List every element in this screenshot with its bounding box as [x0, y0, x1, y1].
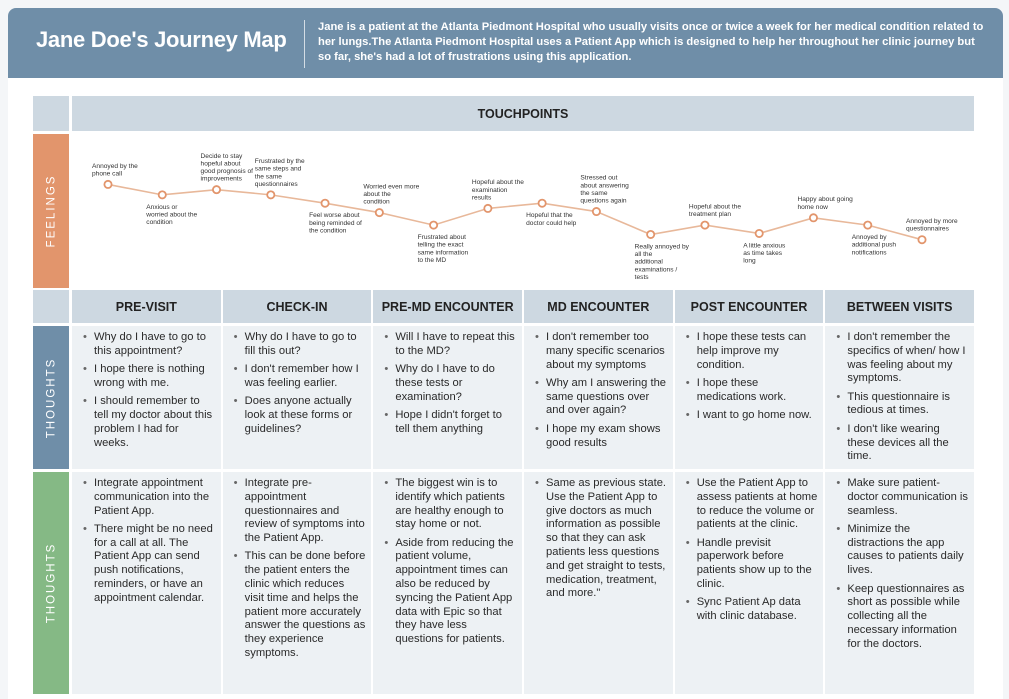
feeling-label: Annoyed by the phone call — [92, 162, 138, 178]
feeling-point — [159, 191, 166, 198]
ideas-cell-pre-md-encounter — [373, 472, 522, 694]
thought-item: • I should remember to tell my doctor about this problem I had for weeks. — [80, 395, 215, 450]
ideas-cell-post-encounter — [675, 472, 824, 694]
ideas-cell-md-encounter — [524, 472, 673, 694]
thought-item: • This questionnaire is tedious at times. — [833, 391, 968, 419]
feeling-label: A little anxious as time takes long — [743, 242, 786, 265]
feelings-row-label — [33, 134, 69, 288]
feeling-label: Worried even more about the condition — [363, 183, 420, 206]
thought-item: • I don't remember the specifics of when/ how I was feeling about my symptoms. — [833, 331, 968, 386]
header-description: Jane is a patient at the Atlanta Piedmont Hospital who usually visits once or twice a week for her medical condition related to her lungs.The Atlanta Piedmont Hospital uses a Patient App which is designed to help her throughout her clinic journey but so far, she's had a lot of frustrations using this application. — [318, 21, 984, 63]
stage-corner-cell — [33, 290, 69, 323]
feeling-label: Stressed out about answering the same questions again — [580, 174, 629, 205]
feeling-point — [430, 222, 437, 229]
thoughts-cell-post-encounter — [675, 326, 824, 469]
thought-item: • I hope these medications work. — [683, 377, 818, 405]
feeling-label: Annoyed by more questionnaires — [906, 218, 958, 233]
feeling-point — [647, 231, 654, 238]
idea-item: • Make sure patient-doctor communication is seamless. — [833, 477, 968, 518]
thought-item: • Will I have to repeat this to the MD? — [381, 331, 516, 359]
idea-item: • Aside from reducing the patient volume, appointment times can also be reduced by syncing the Patient App data with Epic so that they have less questions for patients. — [381, 537, 516, 647]
touchpoints-header: TOUCHPOINTS — [72, 96, 974, 131]
feeling-point — [104, 181, 111, 188]
ideas-row — [72, 472, 974, 694]
thoughts-cell-pre-md-encounter — [373, 326, 522, 469]
page-title: Jane Doe's Journey Map — [36, 27, 287, 52]
thought-item: • Does anyone actually look at these forms or guidelines? — [231, 395, 366, 436]
thought-item: • I hope my exam shows good results — [532, 423, 667, 451]
feeling-label: Decide to stay hopeful about good prognosis of improvements — [200, 152, 253, 183]
feeling-label: Annoyed by additional push notifications — [851, 234, 897, 257]
idea-item: • Same as previous state. Use the Patient App to give doctors as much information as possible so that they can ask patients less questions and get straight to tests, medication, treatment, and more." — [532, 477, 667, 601]
feeling-point — [810, 214, 817, 221]
feelings-chart — [72, 134, 974, 288]
feeling-label: Happy about going home now — [797, 196, 853, 211]
thoughts-cell-between-visits — [825, 326, 974, 469]
thought-item: • Why do I have to go to fill this out? — [231, 331, 366, 359]
thoughts-row-label — [33, 326, 69, 469]
ideas-cell-between-visits — [825, 472, 974, 694]
idea-item: • This can be done before the patient enters the clinic which reduces visit time and helps the patient more accurately answer the questions as they experience symptoms. — [231, 550, 366, 660]
journey-map-header — [8, 8, 1003, 78]
thought-item: • I don't like wearing these devices all the time. — [833, 423, 968, 464]
feeling-point — [321, 200, 328, 207]
feelings-label: FEELINGS — [45, 174, 58, 248]
feeling-point — [756, 230, 763, 237]
thought-item: • Why do I have to go to this appointment? — [80, 331, 215, 359]
idea-item: • Integrate appointment communication into the Patient App. — [80, 477, 215, 518]
feeling-label: Hopeful that the doctor could help — [526, 212, 577, 227]
stage-check-in: CHECK-IN — [223, 290, 372, 323]
thoughts-cell-check-in — [223, 326, 372, 469]
feeling-point — [213, 186, 220, 193]
idea-item: • Keep questionnaires as short as possible while collecting all the necessary information for the doctors. — [833, 583, 968, 652]
thought-item: • I want to go home now. — [683, 409, 818, 423]
stage-header-row — [72, 290, 974, 323]
feeling-label: Hopeful about the treatment plan — [688, 203, 741, 219]
feelings-line — [108, 184, 922, 239]
header-divider — [304, 20, 305, 68]
feeling-point — [376, 209, 383, 216]
ideas-cell-check-in — [223, 472, 372, 694]
feeling-point — [539, 200, 546, 207]
thought-item: • I don't remember how I was feeling earlier. — [231, 363, 366, 391]
thought-item: • Hope I didn't forget to tell them anything — [381, 409, 516, 437]
feeling-point — [484, 205, 491, 212]
ideas-cell-pre-visit — [72, 472, 221, 694]
thoughts-cell-md-encounter — [524, 326, 673, 469]
stage-between-visits: BETWEEN VISITS — [825, 290, 974, 323]
stage-md-encounter: MD ENCOUNTER — [524, 290, 673, 323]
feeling-label: Really annoyed by all the additional examinations / tests — [634, 243, 689, 281]
feeling-label: Frustrated about telling the exact same information to the MD — [417, 234, 469, 264]
idea-item: • Integrate pre-appointment questionnaires and review of symptoms into the Patient App. — [231, 477, 366, 546]
stage-pre-md-encounter: PRE-MD ENCOUNTER — [373, 290, 522, 323]
thoughts-label-bottom: THOUGHTS — [45, 542, 57, 624]
feeling-label: Frustrated by the same steps and the same questionnaires — [254, 158, 305, 188]
idea-item: • There might be no need for a call at all. The Patient App can send push notifications, reminders, or have an appointment calendar. — [80, 523, 215, 606]
thought-item: • I hope there is nothing wrong with me. — [80, 363, 215, 391]
feeling-label: Feel worse about being reminded of the condition — [309, 212, 362, 235]
feeling-label: Hopeful about the examination results — [471, 179, 524, 202]
thoughts-label: THOUGHTS — [45, 357, 57, 438]
thought-item: • I hope these tests can help improve my condition. — [683, 331, 818, 372]
thought-item: • I don't remember too many specific scenarios about my symptoms — [532, 331, 667, 372]
thought-item: • Why do I have to do these tests or examination? — [381, 363, 516, 404]
feeling-label: Anxious or worried about the condition — [146, 203, 198, 227]
feelings-chart-svg — [72, 134, 974, 288]
stage-post-encounter: POST ENCOUNTER — [675, 290, 824, 323]
idea-item: • Handle previsit paperwork before patients show up to the clinic. — [683, 537, 818, 592]
stage-pre-visit: PRE-VISIT — [72, 290, 221, 323]
feeling-point — [864, 222, 871, 229]
ideas-row-label — [33, 472, 69, 694]
feeling-point — [267, 191, 274, 198]
idea-item: • Sync Patient Ap data with clinic database. — [683, 596, 818, 624]
idea-item: • Minimize the distractions the app causes to patients daily lives. — [833, 523, 968, 578]
feeling-point — [701, 222, 708, 229]
idea-item: • Use the Patient App to assess patients at home to reduce the volume or patients at the clinic. — [683, 477, 818, 532]
feeling-point — [918, 236, 925, 243]
thought-item: • Why am I answering the same questions over and over again? — [532, 377, 667, 418]
thoughts-cell-pre-visit — [72, 326, 221, 469]
feeling-point — [593, 208, 600, 215]
idea-item: • The biggest win is to identify which patients are healthy enough to stay home or not. — [381, 477, 516, 532]
corner-cell — [33, 96, 69, 131]
thoughts-row — [72, 326, 974, 469]
